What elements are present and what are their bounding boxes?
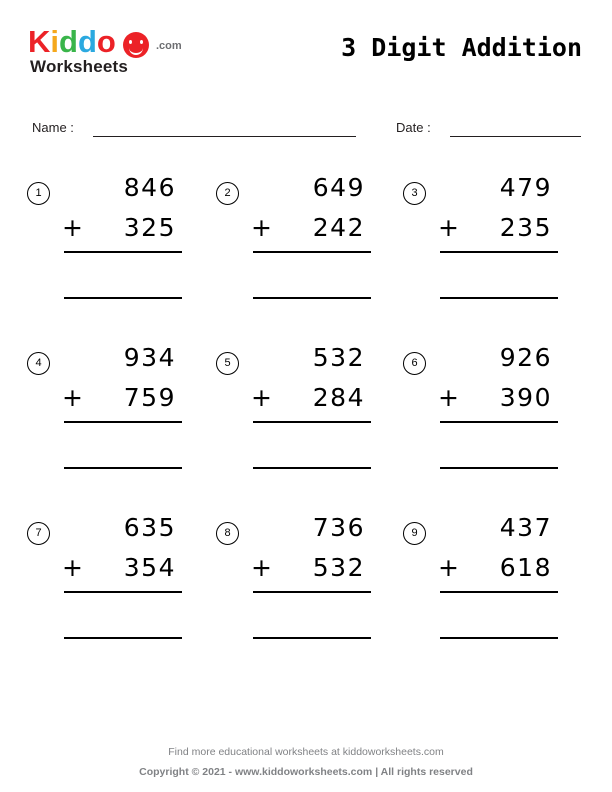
footer-copyright-text: Copyright © 2021 - www.kiddoworksheets.com | All rights reserved	[139, 766, 473, 778]
student-info-row	[0, 108, 612, 142]
addend-bottom: 284	[312, 383, 365, 412]
addend-row	[251, 208, 373, 248]
problem-9	[390, 500, 572, 670]
name-input-line[interactable]	[93, 136, 356, 137]
sum-rule	[253, 251, 371, 253]
problem-5	[203, 330, 385, 500]
problem-body	[438, 508, 560, 639]
sum-rule	[64, 591, 182, 593]
addend-top: 635	[123, 513, 176, 542]
addend-top: 934	[123, 343, 176, 372]
problem-number-badge: 8	[216, 522, 239, 545]
date-label: Date :	[396, 120, 431, 135]
problem-number-badge: 9	[403, 522, 426, 545]
sum-rule	[440, 591, 558, 593]
addend-row	[438, 208, 560, 248]
problem-body	[251, 168, 373, 299]
addend-row	[438, 378, 560, 418]
addend-bottom: 390	[499, 383, 552, 412]
answer-line[interactable]	[64, 467, 182, 469]
problem-number-badge: 5	[216, 352, 239, 375]
plus-operator-icon: +	[62, 553, 83, 582]
answer-line[interactable]	[64, 297, 182, 299]
sum-rule	[253, 421, 371, 423]
problem-body	[251, 508, 373, 639]
problem-body	[438, 338, 560, 469]
problem-2	[203, 160, 385, 330]
addend-bottom: 532	[312, 553, 365, 582]
problem-6	[390, 330, 572, 500]
addend-top: 736	[312, 513, 365, 542]
answer-line[interactable]	[440, 297, 558, 299]
problem-body	[62, 168, 184, 299]
problem-body	[62, 338, 184, 469]
problem-4	[14, 330, 196, 500]
addend-bottom: 242	[312, 213, 365, 242]
addend-top: 532	[312, 343, 365, 372]
addend-bottom: 354	[123, 553, 176, 582]
answer-line[interactable]	[440, 467, 558, 469]
sum-rule	[64, 421, 182, 423]
problem-number-badge: 7	[27, 522, 50, 545]
page-header	[0, 0, 612, 100]
site-logo[interactable]	[28, 26, 228, 86]
addend-row	[62, 208, 184, 248]
addend-bottom: 618	[499, 553, 552, 582]
addend-top: 926	[499, 343, 552, 372]
sum-rule	[64, 251, 182, 253]
smiley-face-icon	[123, 32, 149, 58]
logo-dotcom: .com	[156, 40, 182, 52]
addend-bottom: 235	[499, 213, 552, 242]
problem-number-badge: 3	[403, 182, 426, 205]
date-input-line[interactable]	[450, 136, 581, 137]
logo-second-word: Worksheets	[30, 57, 129, 76]
problems-grid	[0, 160, 612, 720]
plus-operator-icon: +	[62, 213, 83, 242]
addend-bottom: 325	[123, 213, 176, 242]
addend-row	[438, 548, 560, 588]
addend-top: 437	[499, 513, 552, 542]
problem-body	[438, 168, 560, 299]
problem-number-badge: 2	[216, 182, 239, 205]
answer-line[interactable]	[64, 637, 182, 639]
addend-row	[62, 378, 184, 418]
addend-top: 479	[499, 173, 552, 202]
logo-brand-word: Kiddo	[28, 24, 116, 59]
page-footer	[0, 746, 612, 778]
plus-operator-icon: +	[438, 553, 459, 582]
addend-row	[62, 548, 184, 588]
page-title: 3 Digit Addition	[341, 33, 582, 62]
answer-line[interactable]	[253, 467, 371, 469]
addend-row	[251, 378, 373, 418]
answer-line[interactable]	[253, 297, 371, 299]
addend-top: 649	[312, 173, 365, 202]
addend-top: 846	[123, 173, 176, 202]
problem-number-badge: 1	[27, 182, 50, 205]
plus-operator-icon: +	[251, 213, 272, 242]
problem-7	[14, 500, 196, 670]
problem-body	[251, 338, 373, 469]
addend-bottom: 759	[123, 383, 176, 412]
problem-3	[390, 160, 572, 330]
problem-8	[203, 500, 385, 670]
problem-number-badge: 4	[27, 352, 50, 375]
plus-operator-icon: +	[251, 383, 272, 412]
sum-rule	[253, 591, 371, 593]
plus-operator-icon: +	[438, 383, 459, 412]
plus-operator-icon: +	[438, 213, 459, 242]
problem-body	[62, 508, 184, 639]
footer-promo-text: Find more educational worksheets at kiddoworksheets.com	[168, 746, 444, 758]
problem-1	[14, 160, 196, 330]
sum-rule	[440, 251, 558, 253]
name-label: Name :	[32, 120, 74, 135]
answer-line[interactable]	[440, 637, 558, 639]
problem-number-badge: 6	[403, 352, 426, 375]
sum-rule	[440, 421, 558, 423]
addend-row	[251, 548, 373, 588]
answer-line[interactable]	[253, 637, 371, 639]
plus-operator-icon: +	[62, 383, 83, 412]
plus-operator-icon: +	[251, 553, 272, 582]
